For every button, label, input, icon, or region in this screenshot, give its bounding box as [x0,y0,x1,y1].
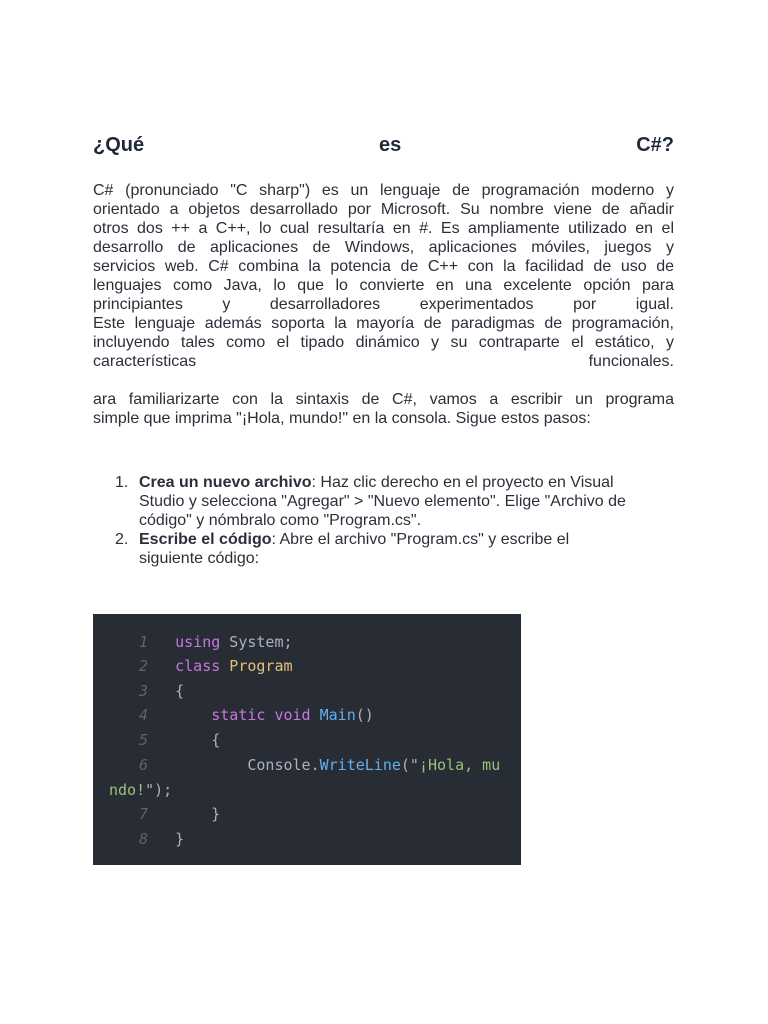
code-text: { [175,682,185,700]
page-title [93,133,674,157]
code-line [109,780,172,800]
intro-line: otros dos ++ a C++, lo cual resultaría en #. Es ampliamente utilizado en el [93,220,674,237]
code-function: Main [310,706,356,724]
line-number: 3 [139,682,149,700]
code-line [139,730,220,750]
code-line [139,632,293,652]
code-text: Console. [247,756,320,774]
intro-line: incluyendo tales como el tipado dinámico y su contraparte el estático, y [93,334,674,351]
intro-line: orientado a objetos desarrollado por Microsoft. Su nombre viene de añadir [93,201,674,218]
intro-line: principiantes y desarrolladores experimentados por igual. [93,296,674,313]
step-text: código" y nómbralo como "Program.cs". [139,512,422,529]
second-line: simple que imprima "¡Hola, mundo!" en la consola. Sigue estos pasos: [93,410,591,427]
step-bold: Escribe el código [139,531,272,548]
step-text: : Abre el archivo "Program.cs" y escribe el [271,531,570,548]
line-number: 4 [139,706,149,724]
line-number: 2 [139,657,149,675]
line-number: 5 [139,731,149,749]
code-string: ndo! [109,781,146,799]
step-number: 1. [115,474,129,491]
step-text: siguiente código: [139,550,260,567]
list-item [115,473,679,530]
code-line [139,755,500,775]
code-line [139,681,184,701]
code-type: Program [220,657,293,675]
code-text: () [355,706,374,724]
code-line [139,656,293,676]
step-number: 2. [115,531,129,548]
intro-paragraph [93,181,674,371]
intro-line: características funcionales. [93,353,674,370]
steps-list [115,473,679,568]
intro-line: servicios web. C# combina la potencia de C++ con la facilidad de uso de [93,258,674,275]
code-keyword: using [175,633,221,651]
code-text: { [211,731,221,749]
second-line: ara familiarizarte con la sintaxis de C#, vamos a escribir un programa [93,391,674,408]
line-number: 7 [139,805,149,823]
code-string: ¡Hola, mu [418,756,501,774]
line-number: 6 [139,756,149,774]
code-text: } [175,830,185,848]
code-keyword: class [175,657,221,675]
code-text: } [211,805,221,823]
line-number: 8 [139,830,149,848]
intro-line: desarrollo de aplicaciones de Windows, aplicaciones móviles, juegos y [93,239,674,256]
code-line [139,829,184,849]
code-keyword: static void [211,706,311,724]
title-word-csharp: C#? [636,134,674,156]
code-text: (" [400,756,419,774]
code-text: System; [220,633,293,651]
intro-line: C# (pronunciado "C sharp") es un lenguaje de programación moderno y [93,182,674,199]
step-text: : Haz clic derecho en el proyecto en Visual [311,474,614,491]
intro-line: lenguajes como Java, lo que lo convierte en una excelente opción para [93,277,674,294]
code-line [139,705,374,725]
line-number: 1 [139,633,149,651]
step-bold: Crea un nuevo archivo [139,474,312,491]
title-word-que: ¿Qué [93,134,145,156]
title-word-es: es [379,134,402,156]
code-block [93,614,521,865]
code-text: "); [145,781,173,799]
list-item [115,530,679,568]
step-text: Studio y selecciona "Agregar" > "Nuevo elemento". Elige "Archivo de [139,493,626,510]
code-line [139,804,220,824]
code-function: WriteLine [319,756,401,774]
intro-line: Este lenguaje además soporta la mayoría de paradigmas de programación, [93,315,674,332]
second-paragraph [93,390,674,428]
